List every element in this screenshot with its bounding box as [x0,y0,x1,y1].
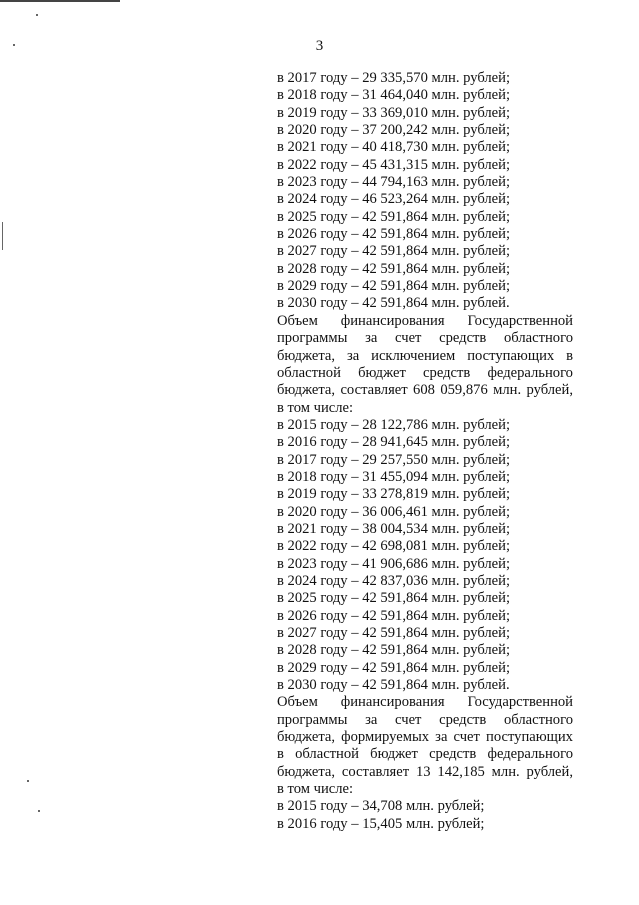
year-line: в 2015 году – 34,708 млн. рублей; [277,798,485,815]
paragraph-line: Объем финансирования Государственной [277,694,573,711]
year-line: в 2030 году – 42 591,864 млн. рублей. [277,677,510,694]
funding-by-year-list-2 [277,417,573,695]
paragraph-line: бюджета, формируемых за счет поступающих [277,729,573,746]
year-line: в 2024 году – 46 523,264 млн. рублей; [277,191,511,208]
year-line: в 2019 году – 33 278,819 млн. рублей; [277,486,511,503]
year-line: в 2027 году – 42 591,864 млн. рублей; [277,243,511,260]
year-line: в 2025 году – 42 591,864 млн. рублей; [277,590,511,607]
year-line: в 2020 году – 36 006,461 млн. рублей; [277,503,511,520]
document-body [277,70,573,833]
year-line: в 2025 году – 42 591,864 млн. рублей; [277,208,511,225]
paragraph-line: бюджета, за исключением поступающих в [277,347,573,364]
year-line: в 2021 году – 38 004,534 млн. рублей; [277,520,511,537]
year-line: в 2029 году – 42 591,864 млн. рублей; [277,278,511,295]
paragraph-line: бюджета, составляет 608 059,876 млн. рублей, [277,382,573,399]
funding-by-year-list-3 [277,798,573,833]
paragraph-line: бюджета, составляет 13 142,185 млн. рублей, [277,763,573,780]
paragraph-line: Объем финансирования Государственной [277,312,573,329]
year-line: в 2023 году – 41 906,686 млн. рублей; [277,555,511,572]
scan-speck [2,222,3,250]
year-line: в 2026 году – 42 591,864 млн. рублей; [277,226,511,243]
year-line: в 2018 году – 31 464,040 млн. рублей; [277,87,511,104]
scan-edge-mark [0,0,120,2]
year-line: в 2024 году – 42 837,036 млн. рублей; [277,572,511,589]
year-line: в 2015 году – 28 122,786 млн. рублей; [277,416,511,433]
year-line: в 2028 году – 42 591,864 млн. рублей; [277,642,511,659]
year-line: в 2016 году – 28 941,645 млн. рублей; [277,434,511,451]
year-line: в 2017 году – 29 335,570 млн. рублей; [277,70,511,86]
year-line: в 2023 году – 44 794,163 млн. рублей; [277,174,511,191]
year-line: в 2019 году – 33 369,010 млн. рублей; [277,104,511,121]
year-line: в 2028 году – 42 591,864 млн. рублей; [277,260,511,277]
year-line: в 2020 году – 37 200,242 млн. рублей; [277,122,511,139]
scan-speck [38,810,40,812]
scan-speck [36,14,38,16]
year-line: в 2017 году – 29 257,550 млн. рублей; [277,451,511,468]
paragraph-line: областной бюджет средств федерального [277,364,573,381]
paragraph-line: программы за счет средств областного [277,330,574,347]
year-line: в 2022 году – 45 431,315 млн. рублей; [277,156,511,173]
year-line: в 2026 году – 42 591,864 млн. рублей; [277,607,511,624]
year-line: в 2021 году – 40 418,730 млн. рублей; [277,139,511,156]
year-line: в 2018 году – 31 455,094 млн. рублей; [277,468,511,485]
paragraph-line: в том числе: [277,781,354,798]
year-line: в 2030 году – 42 591,864 млн. рублей. [277,295,510,312]
scan-speck [27,780,29,782]
paragraph-line: в том числе: [277,399,354,416]
page-number: 3 [315,38,324,54]
funding-paragraph-regional [277,313,573,417]
paragraph-line: в областной бюджет средств федерального [277,746,573,763]
funding-paragraph-federal [277,694,573,798]
year-line: в 2027 году – 42 591,864 млн. рублей; [277,625,511,641]
year-line: в 2022 году – 42 698,081 млн. рублей; [277,538,511,555]
year-line: в 2029 году – 42 591,864 млн. рублей; [277,659,511,676]
funding-by-year-list-1 [277,70,573,313]
year-line: в 2016 году – 15,405 млн. рублей; [277,815,485,832]
paragraph-line: программы за счет средств областного [277,711,574,728]
